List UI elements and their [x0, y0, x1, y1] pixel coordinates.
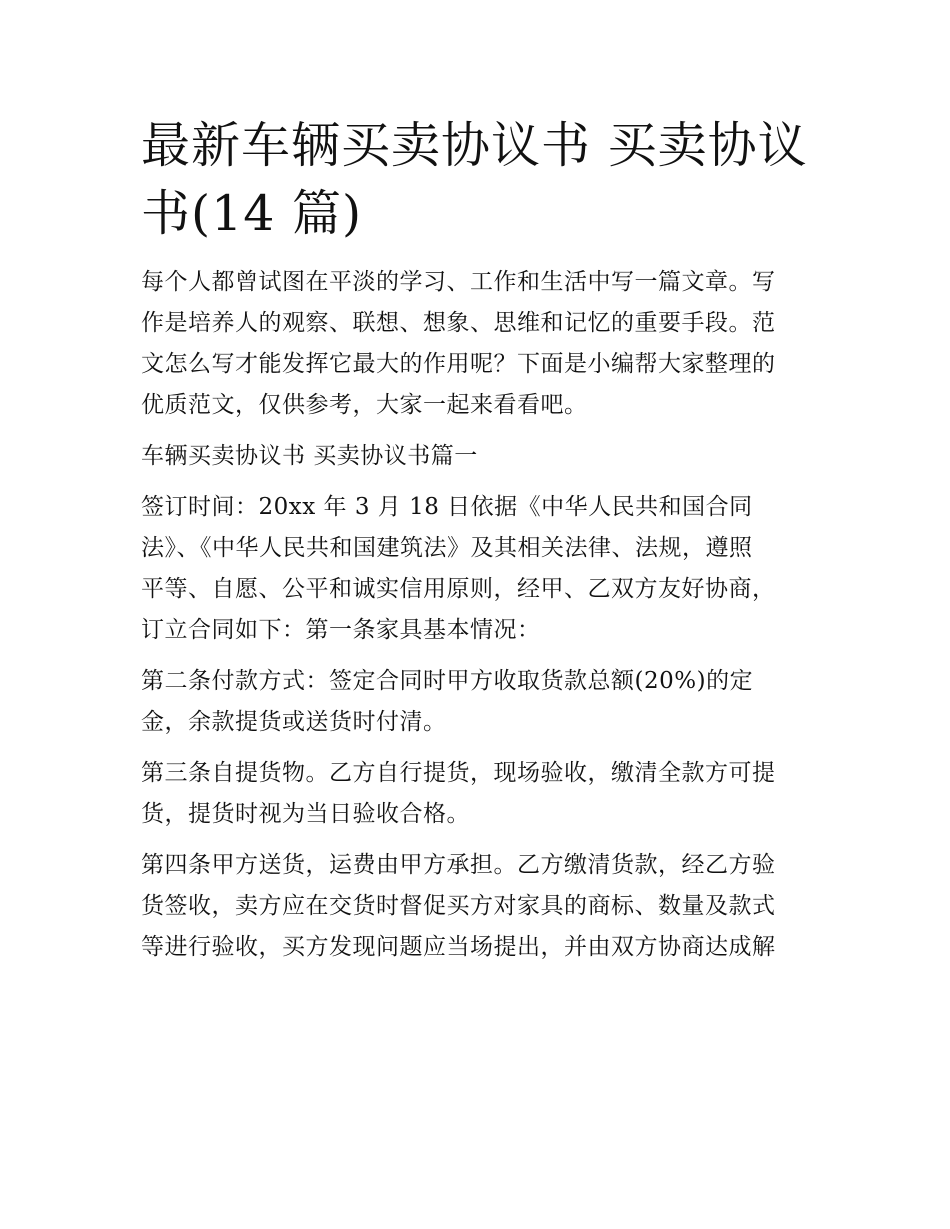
- paragraph-line: 等进行验收，买方发现问题应当场提出，并由双方协商达成解: [141, 934, 776, 960]
- paragraph-line: 每个人都曾试图在平淡的学习、工作和生活中写一篇文章。写: [141, 269, 776, 295]
- paragraph-line: 货，提货时视为当日验收合格。: [141, 801, 470, 827]
- paragraph-line: 文怎么写才能发挥它最大的作用呢？下面是小编帮大家整理的: [141, 351, 776, 377]
- paragraph-line: 平等、自愿、公平和诚实信用原则，经甲、乙双方友好协商，: [141, 576, 776, 602]
- article-2-paragraph: [141, 661, 813, 743]
- contract-preamble-paragraph: [141, 487, 813, 651]
- document-body: [141, 262, 821, 968]
- paragraph-line: 第四条甲方送货，运费由甲方承担。乙方缴清货款，经乙方验: [141, 852, 776, 878]
- document-page: [141, 112, 821, 978]
- document-title: [141, 112, 821, 248]
- section-heading: [141, 436, 813, 477]
- intro-paragraph: [141, 262, 813, 426]
- title-line-1: 最新车辆买卖协议书 买卖协议: [141, 117, 808, 174]
- article-4-paragraph: [141, 845, 813, 968]
- paragraph-line: 作是培养人的观察、联想、想象、思维和记忆的重要手段。范: [141, 310, 776, 336]
- section-heading-text: 车辆买卖协议书 买卖协议书篇一: [141, 443, 478, 469]
- paragraph-line: 第二条付款方式：签定合同时甲方收取货款总额(20%)的定: [141, 668, 754, 694]
- paragraph-line: 第三条自提货物。乙方自行提货，现场验收，缴清全款方可提: [141, 760, 776, 786]
- paragraph-line: 法》、《中华人民共和国建筑法》及其相关法律、法规，遵照: [141, 535, 753, 561]
- title-line-2: 书(14 篇): [141, 185, 363, 242]
- paragraph-line: 订立合同如下：第一条家具基本情况：: [141, 617, 541, 643]
- article-3-paragraph: [141, 753, 813, 835]
- paragraph-line: 签订时间：20xx 年 3 月 18 日依据《中华人民共和国合同: [141, 494, 753, 520]
- paragraph-line: 货签收，卖方应在交货时督促买方对家具的商标、数量及款式: [141, 893, 776, 919]
- paragraph-line: 优质范文，仅供参考，大家一起来看看吧。: [141, 392, 588, 418]
- paragraph-line: 金，余款提货或送货时付清。: [141, 709, 447, 735]
